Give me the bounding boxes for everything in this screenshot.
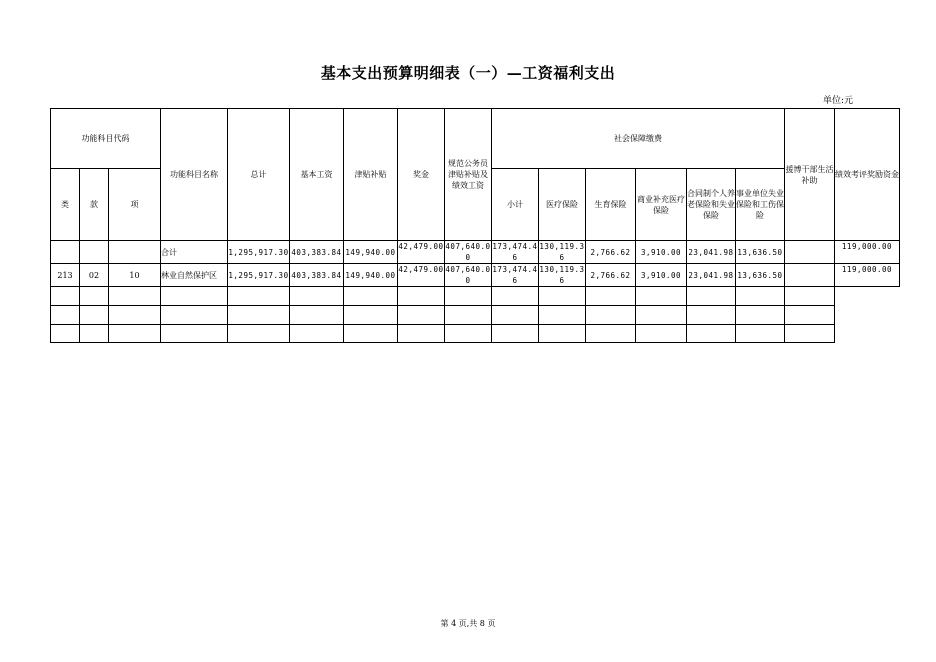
- empty-cell: [109, 306, 161, 325]
- header-civil-servant: 规范公务员津贴补贴及绩效工资: [445, 109, 492, 241]
- empty-cell: [539, 287, 586, 306]
- page-title: 基本支出预算明细表（一）—工资福利支出: [320, 64, 616, 82]
- header-aid-cadre: 援博干部生活补助: [785, 109, 835, 241]
- empty-cell: [736, 287, 785, 306]
- header-commercial-medical: 商业补充医疗保险: [636, 169, 687, 241]
- table-row-empty: [51, 287, 900, 306]
- cell-total: 1,295,917.30: [228, 241, 290, 264]
- page-footer: 第 4 页,共 8 页: [440, 619, 496, 628]
- budget-table: [50, 108, 900, 343]
- cell-unit-unemployment: 13,636.50: [736, 264, 785, 287]
- empty-cell: [228, 306, 290, 325]
- empty-cell: [736, 325, 785, 343]
- cell-civil-servant: 407,640.00: [445, 242, 491, 262]
- empty-cell: [290, 306, 344, 325]
- empty-cell: [228, 287, 290, 306]
- empty-cell: [785, 325, 835, 343]
- cell-contract-pension: 23,041.98: [687, 241, 736, 264]
- empty-cell: [344, 287, 398, 306]
- empty-cell: [398, 287, 445, 306]
- empty-cell: [586, 325, 636, 343]
- empty-cell: [51, 325, 80, 343]
- empty-cell: [586, 287, 636, 306]
- empty-cell: [398, 325, 445, 343]
- header-total: 总计: [228, 109, 290, 241]
- empty-cell: [109, 287, 161, 306]
- empty-cell: [687, 306, 736, 325]
- cell-civil-servant: 407,640.00: [445, 265, 491, 285]
- empty-cell: [539, 325, 586, 343]
- header-unit-unemployment: 事业单位失业保险和工伤保险: [736, 169, 785, 241]
- cell-basic-salary: 403,383.84: [290, 264, 344, 287]
- header-subtotal: 小计: [492, 169, 539, 241]
- header-allowance: 津贴补贴: [344, 109, 398, 241]
- empty-cell: [586, 306, 636, 325]
- cell-medical: 130,119.36: [539, 265, 585, 285]
- header-basic-salary: 基本工资: [290, 109, 344, 241]
- header-lei: 类: [51, 169, 80, 241]
- cell-allowance: 149,940.00: [344, 264, 398, 287]
- cell-kuan: 02: [80, 264, 109, 287]
- header-func-name: 功能科目名称: [161, 109, 228, 241]
- cell-unit-unemployment: 13,636.50: [736, 241, 785, 264]
- empty-cell: [539, 306, 586, 325]
- cell-basic-salary: 403,383.84: [290, 241, 344, 264]
- cell-bonus: 42,479.00: [398, 241, 445, 264]
- empty-cell: [492, 287, 539, 306]
- cell-xiang: 10: [109, 264, 161, 287]
- cell-subtotal: 173,474.46: [492, 242, 538, 262]
- cell-xiang: [109, 241, 161, 264]
- cell-name: 合计: [161, 241, 228, 264]
- empty-cell: [51, 306, 80, 325]
- empty-cell: [636, 287, 687, 306]
- cell-subtotal: 173,474.46: [492, 265, 538, 285]
- cell-lei: 213: [51, 264, 80, 287]
- cell-aid-cadre: [785, 264, 835, 287]
- empty-cell: [344, 325, 398, 343]
- empty-cell: [636, 325, 687, 343]
- empty-cell: [290, 287, 344, 306]
- cell-name: 林业自然保护区: [161, 264, 228, 287]
- empty-cell: [290, 325, 344, 343]
- table-row-empty: [51, 325, 900, 343]
- header-contract-pension: 合同制个人养老保险和失业保险: [687, 169, 736, 241]
- cell-aid-cadre: [785, 241, 835, 264]
- cell-kuan: [80, 241, 109, 264]
- header-xiang: 项: [109, 169, 161, 241]
- empty-cell: [785, 287, 835, 306]
- table-row: [51, 241, 900, 264]
- empty-cell: [736, 306, 785, 325]
- cell-medical: 130,119.36: [539, 242, 585, 262]
- empty-cell: [398, 306, 445, 325]
- cell-performance: 119,000.00: [835, 241, 900, 264]
- empty-cell: [445, 306, 492, 325]
- cell-bonus: 42,479.00: [398, 264, 445, 287]
- cell-performance: 119,000.00: [835, 264, 900, 287]
- header-bonus: 奖金: [398, 109, 445, 241]
- header-kuan: 款: [80, 169, 109, 241]
- empty-cell: [445, 287, 492, 306]
- empty-cell: [51, 287, 80, 306]
- empty-cell: [492, 306, 539, 325]
- header-maternity: 生育保险: [586, 169, 636, 241]
- header-medical: 医疗保险: [539, 169, 586, 241]
- cell-lei: [51, 241, 80, 264]
- cell-allowance: 149,940.00: [344, 241, 398, 264]
- cell-maternity: 2,766.62: [586, 264, 636, 287]
- header-func-code: 功能科目代码: [51, 109, 161, 169]
- header-social-security: 社会保障缴费: [492, 109, 785, 169]
- cell-maternity: 2,766.62: [586, 241, 636, 264]
- header-performance: 绩效考评奖励资金: [835, 109, 900, 241]
- empty-cell: [785, 306, 835, 325]
- empty-cell: [161, 325, 228, 343]
- table-row: [51, 264, 900, 287]
- empty-cell: [228, 325, 290, 343]
- empty-cell: [80, 287, 109, 306]
- empty-cell: [80, 306, 109, 325]
- empty-cell: [445, 325, 492, 343]
- empty-cell: [492, 325, 539, 343]
- empty-cell: [344, 306, 398, 325]
- empty-cell: [80, 325, 109, 343]
- table-row-empty: [51, 306, 900, 325]
- empty-cell: [109, 325, 161, 343]
- cell-commercial-medical: 3,910.00: [636, 241, 687, 264]
- empty-cell: [636, 306, 687, 325]
- cell-total: 1,295,917.30: [228, 264, 290, 287]
- cell-commercial-medical: 3,910.00: [636, 264, 687, 287]
- empty-cell: [687, 325, 736, 343]
- unit-label: 单位:元: [822, 96, 853, 106]
- empty-cell: [161, 287, 228, 306]
- empty-cell: [687, 287, 736, 306]
- empty-cell: [161, 306, 228, 325]
- cell-contract-pension: 23,041.98: [687, 264, 736, 287]
